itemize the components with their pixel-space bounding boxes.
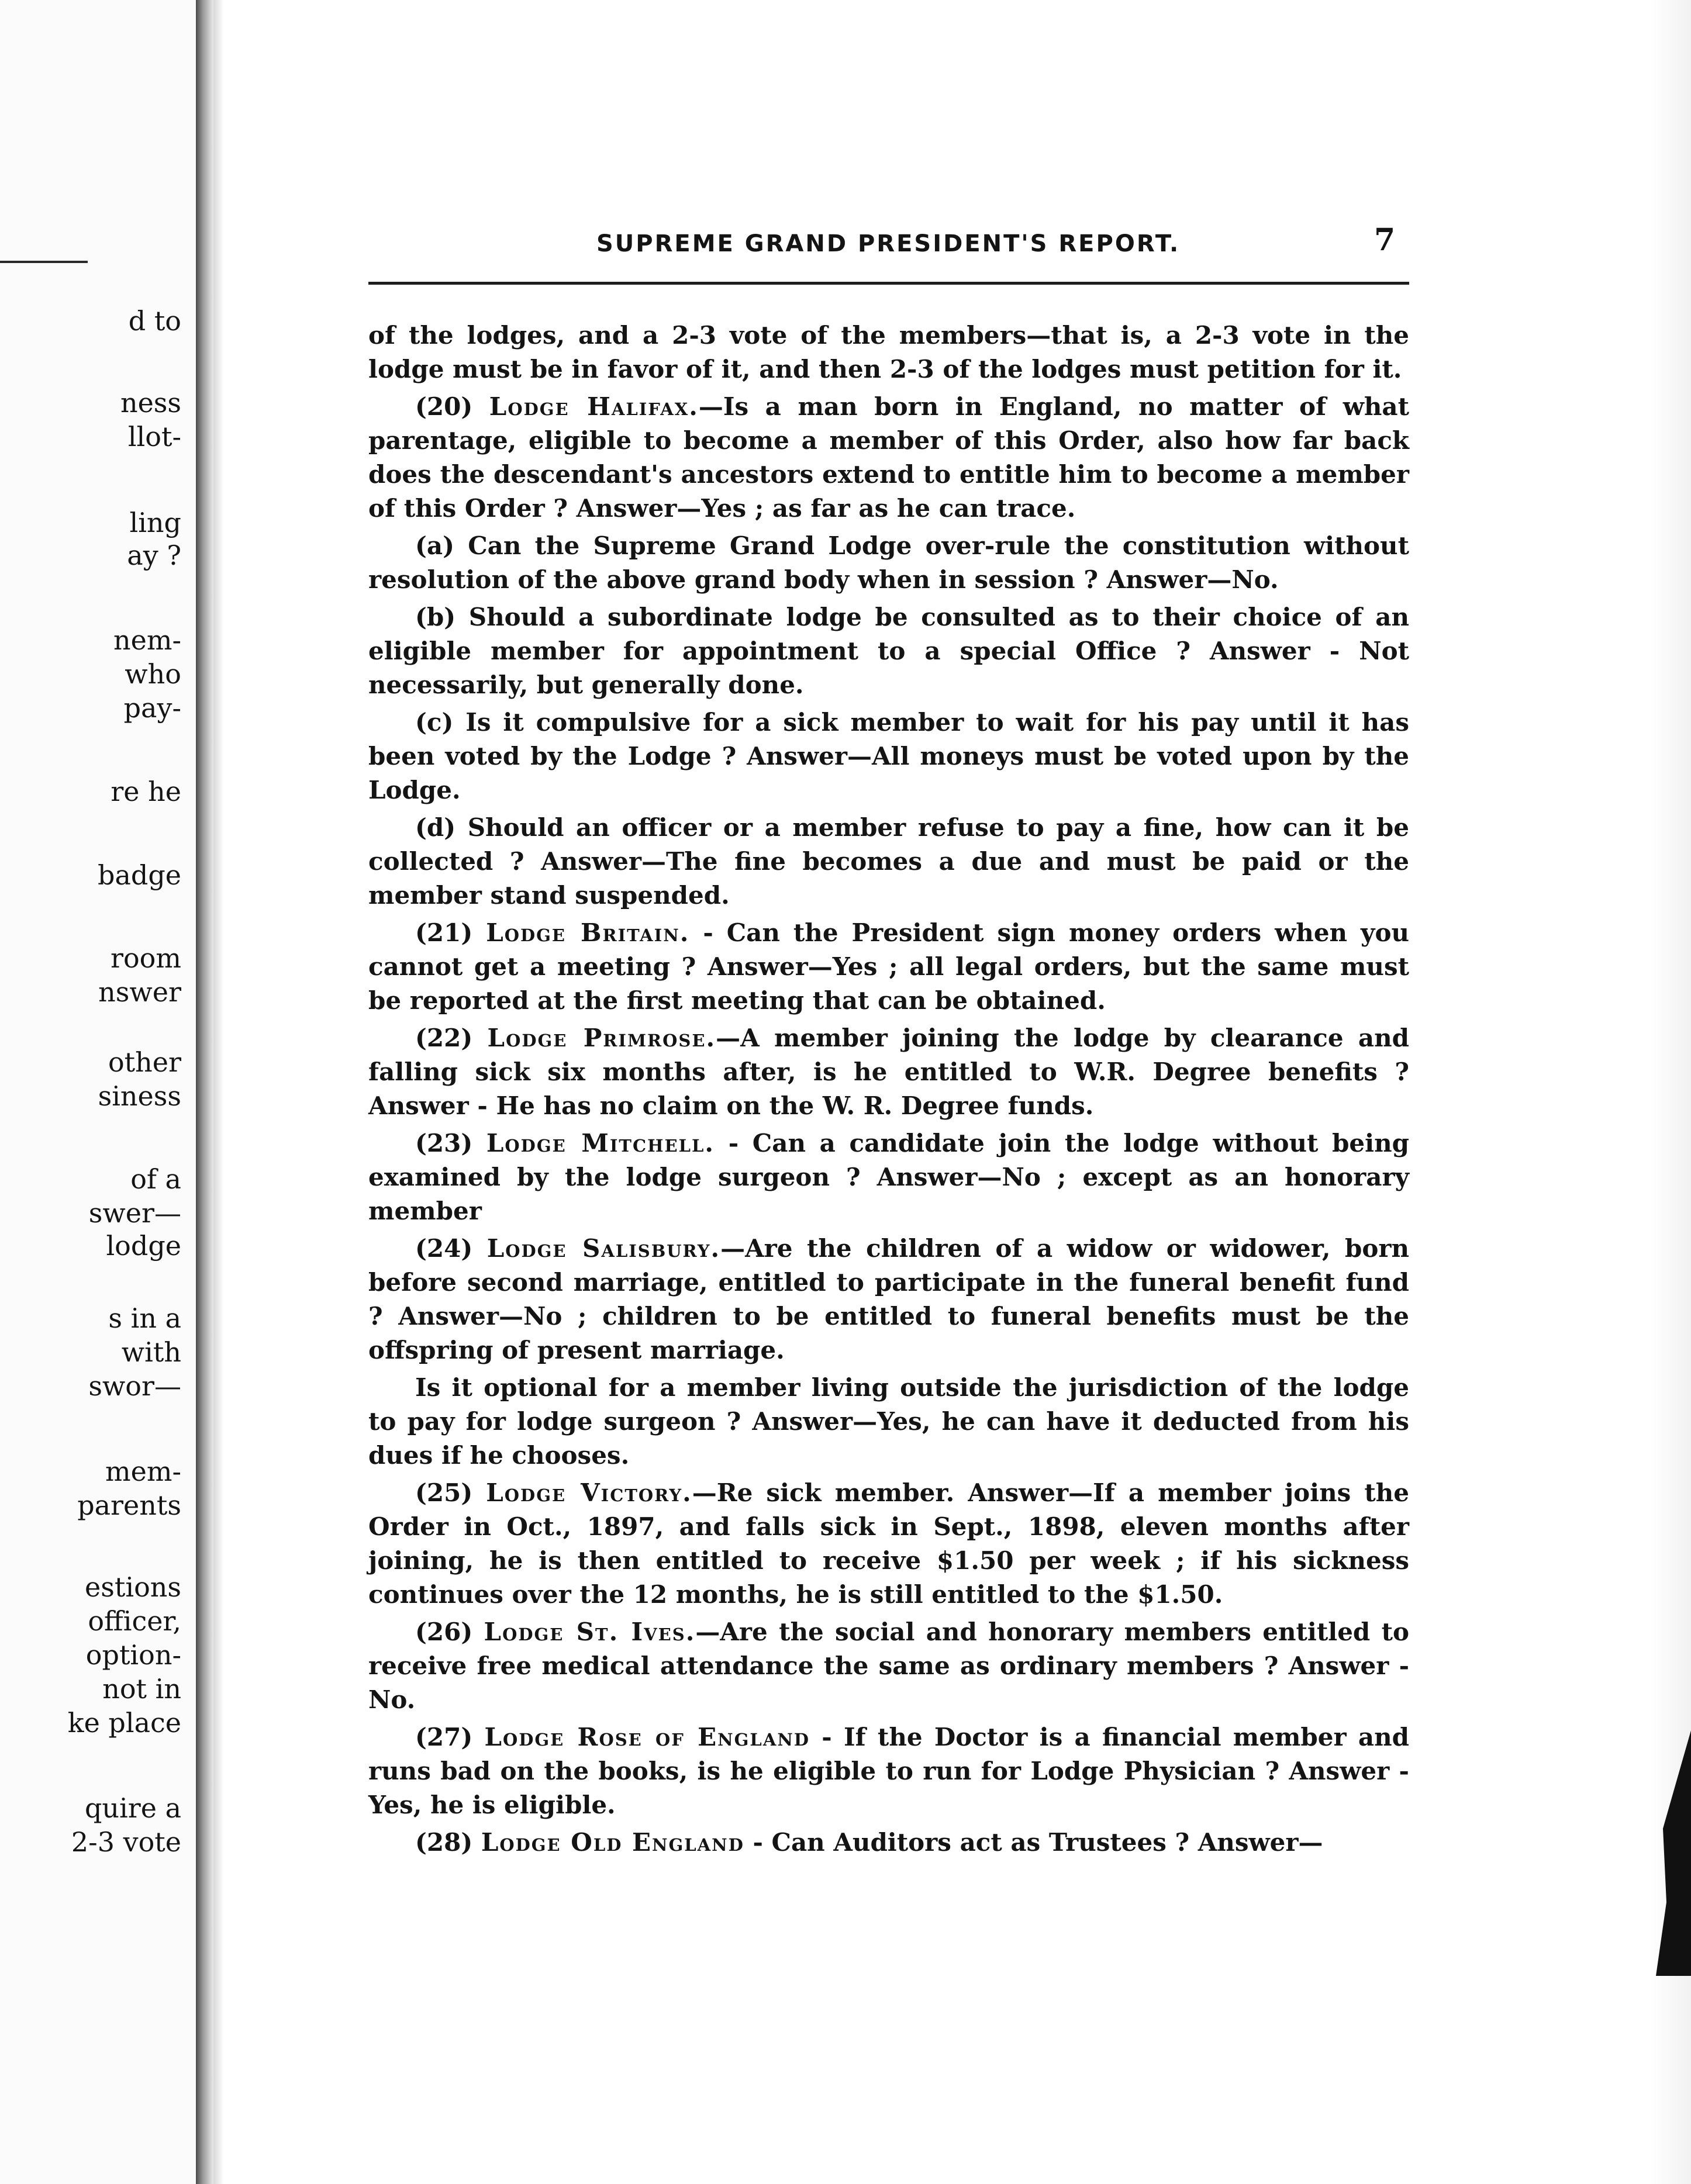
paragraph: (c) Is it compulsive for a sick member to wait for his pay until it has been voted by the Lodge ? Answer—All moneys must be voted upon by the Lodge.: [368, 708, 1409, 804]
paragraph: of the lodges, and a 2-3 vote of the members—that is, a 2-3 vote in the lodge must be in favor of it, and then 2-3 of the lodges must petition for it.: [368, 321, 1409, 383]
facing-page-fragment: d to: [128, 305, 181, 337]
facing-page-fragment: ke place: [67, 1707, 181, 1739]
paragraph: Is it optional for a member living outside the jurisdiction of the lodge to pay for lodge surgeon ? Answer—Yes, he can have it deducted from his dues if he chooses.: [368, 1373, 1409, 1470]
facing-page-fragment: quire a: [84, 1792, 181, 1824]
facing-page-fragment: swor—: [88, 1370, 181, 1402]
paragraph: (24) Lodge Salisbury.—Are the children of a widow or widower, born before second marriage, entitled to participate in the funeral benefit fund ? Answer—No ; children to be entitled to funeral benefits must be the offspring of present marriage.: [368, 1234, 1410, 1364]
paragraph: (20) Lodge Halifax.—Is a man born in England, no matter of what parentage, eligible to become a member of this Order, also how far back does the descendant's ancestors extend to entitle him to become a member of this Order ? Answer—Yes ; as far as he can trace.: [368, 392, 1409, 523]
facing-page-fragment: ness: [120, 387, 181, 419]
paragraph: (b) Should a subordinate lodge be consulted as to their choice of an eligible member for appointment to a special Office ? Answer - Not necessarily, but generally done.: [368, 603, 1409, 699]
facing-page-fragment: 2-3 vote: [71, 1826, 181, 1858]
facing-page-fragment: ling: [129, 507, 181, 538]
paragraph: (28) Lodge Old England - Can Auditors act as Trustees ? Answer—: [415, 1828, 1323, 1857]
paragraph: (d) Should an officer or a member refuse to pay a fine, how can it be collected ? Answer—The fine becomes a due and must be paid or the member stand suspended.: [368, 813, 1409, 910]
facing-page-fragment: siness: [98, 1080, 181, 1112]
facing-page-fragment: s in a: [108, 1302, 181, 1334]
lodge-name: Lodge Britain.: [486, 918, 690, 947]
facing-page-text: [0, 0, 193, 2184]
lodge-name: Lodge Rose of England: [484, 1723, 810, 1751]
facing-page-fragment: nswer: [98, 976, 181, 1008]
page-number: 7: [1374, 222, 1396, 258]
paragraph: (22) Lodge Primrose.—A member joining the lodge by clearance and falling sick six months after, is he entitled to W.R. Degree benefits ? Answer - He has no claim on the W. R. Degree funds.: [368, 1024, 1409, 1120]
running-header: [596, 222, 1403, 257]
facing-page-fragment: parents: [77, 1490, 181, 1521]
lodge-name: Lodge St. Ives.: [484, 1618, 696, 1646]
paragraph: (25) Lodge Victory.—Re sick member. Answer—If a member joins the Order in Oct., 1897, and falls sick in Sept., 1898, eleven months after joining, he is then entitled to receive $1.50 per week ; if his sickness continues over the 12 months, he is still entitled to the $1.50.: [368, 1478, 1410, 1609]
lodge-name: Lodge Mitchell.: [486, 1129, 715, 1157]
facing-page-fragment: lodge: [106, 1230, 181, 1262]
lodge-name: Lodge Halifax.: [489, 392, 699, 421]
facing-page-fragment: not in: [102, 1673, 181, 1705]
facing-page-fragment: room: [111, 942, 181, 974]
paragraph: (a) Can the Supreme Grand Lodge over-rule the constitution without resolution of the above grand body when in session ? Answer—No.: [368, 531, 1409, 594]
facing-page-fragment: pay-: [123, 692, 181, 724]
page-body: [368, 319, 1409, 1863]
facing-page-fragment: option-: [85, 1639, 181, 1671]
lodge-name: Lodge Salisbury.: [486, 1234, 721, 1263]
paragraph: (27) Lodge Rose of England - If the Doctor is a financial member and runs bad on the books, is he eligible to run for Lodge Physician ? Answer - Yes, he is eligible.: [368, 1723, 1409, 1819]
facing-page-fragment: who: [125, 658, 181, 690]
lodge-name: Lodge Primrose.: [487, 1024, 716, 1052]
facing-page-fragment: nem-: [113, 624, 181, 656]
facing-page-fragment: badge: [98, 859, 181, 891]
facing-page-fragment: swer—: [88, 1197, 181, 1229]
paragraph: (23) Lodge Mitchell. - Can a candidate join the lodge without being examined by the lodge surgeon ? Answer—No ; except as an honorary member: [368, 1129, 1410, 1225]
facing-page-fragment: with: [121, 1336, 181, 1368]
book-gutter: [196, 0, 213, 2184]
gutter-shadow: [213, 0, 224, 2184]
facing-page-fragment: officer,: [88, 1605, 181, 1637]
facing-page-fragment: mem-: [105, 1456, 181, 1487]
facing-page-fragment: other: [108, 1046, 181, 1078]
facing-page-fragment: ay ?: [127, 540, 181, 571]
header-rule: [368, 282, 1409, 285]
facing-page-fragment: estions: [85, 1571, 181, 1603]
lodge-name: Lodge Old England: [481, 1828, 744, 1857]
facing-page-fragment: re he: [111, 776, 181, 807]
lodge-name: Lodge Victory.: [486, 1478, 692, 1507]
header-title: SUPREME GRAND PRESIDENT'S REPORT.: [596, 230, 1181, 257]
facing-page-fragment: of a: [130, 1163, 181, 1195]
facing-page-fragment: llot-: [127, 421, 181, 452]
paragraph: (21) Lodge Britain. - Can the President sign money orders when you cannot get a meeting ? Answer—Yes ; all legal orders, but the same must be reported at the first meeting that can be obtained.: [368, 918, 1410, 1015]
paragraph: (26) Lodge St. Ives.—Are the social and honorary members entitled to receive free medical attendance the same as ordinary members ? Answer - No.: [368, 1618, 1410, 1714]
